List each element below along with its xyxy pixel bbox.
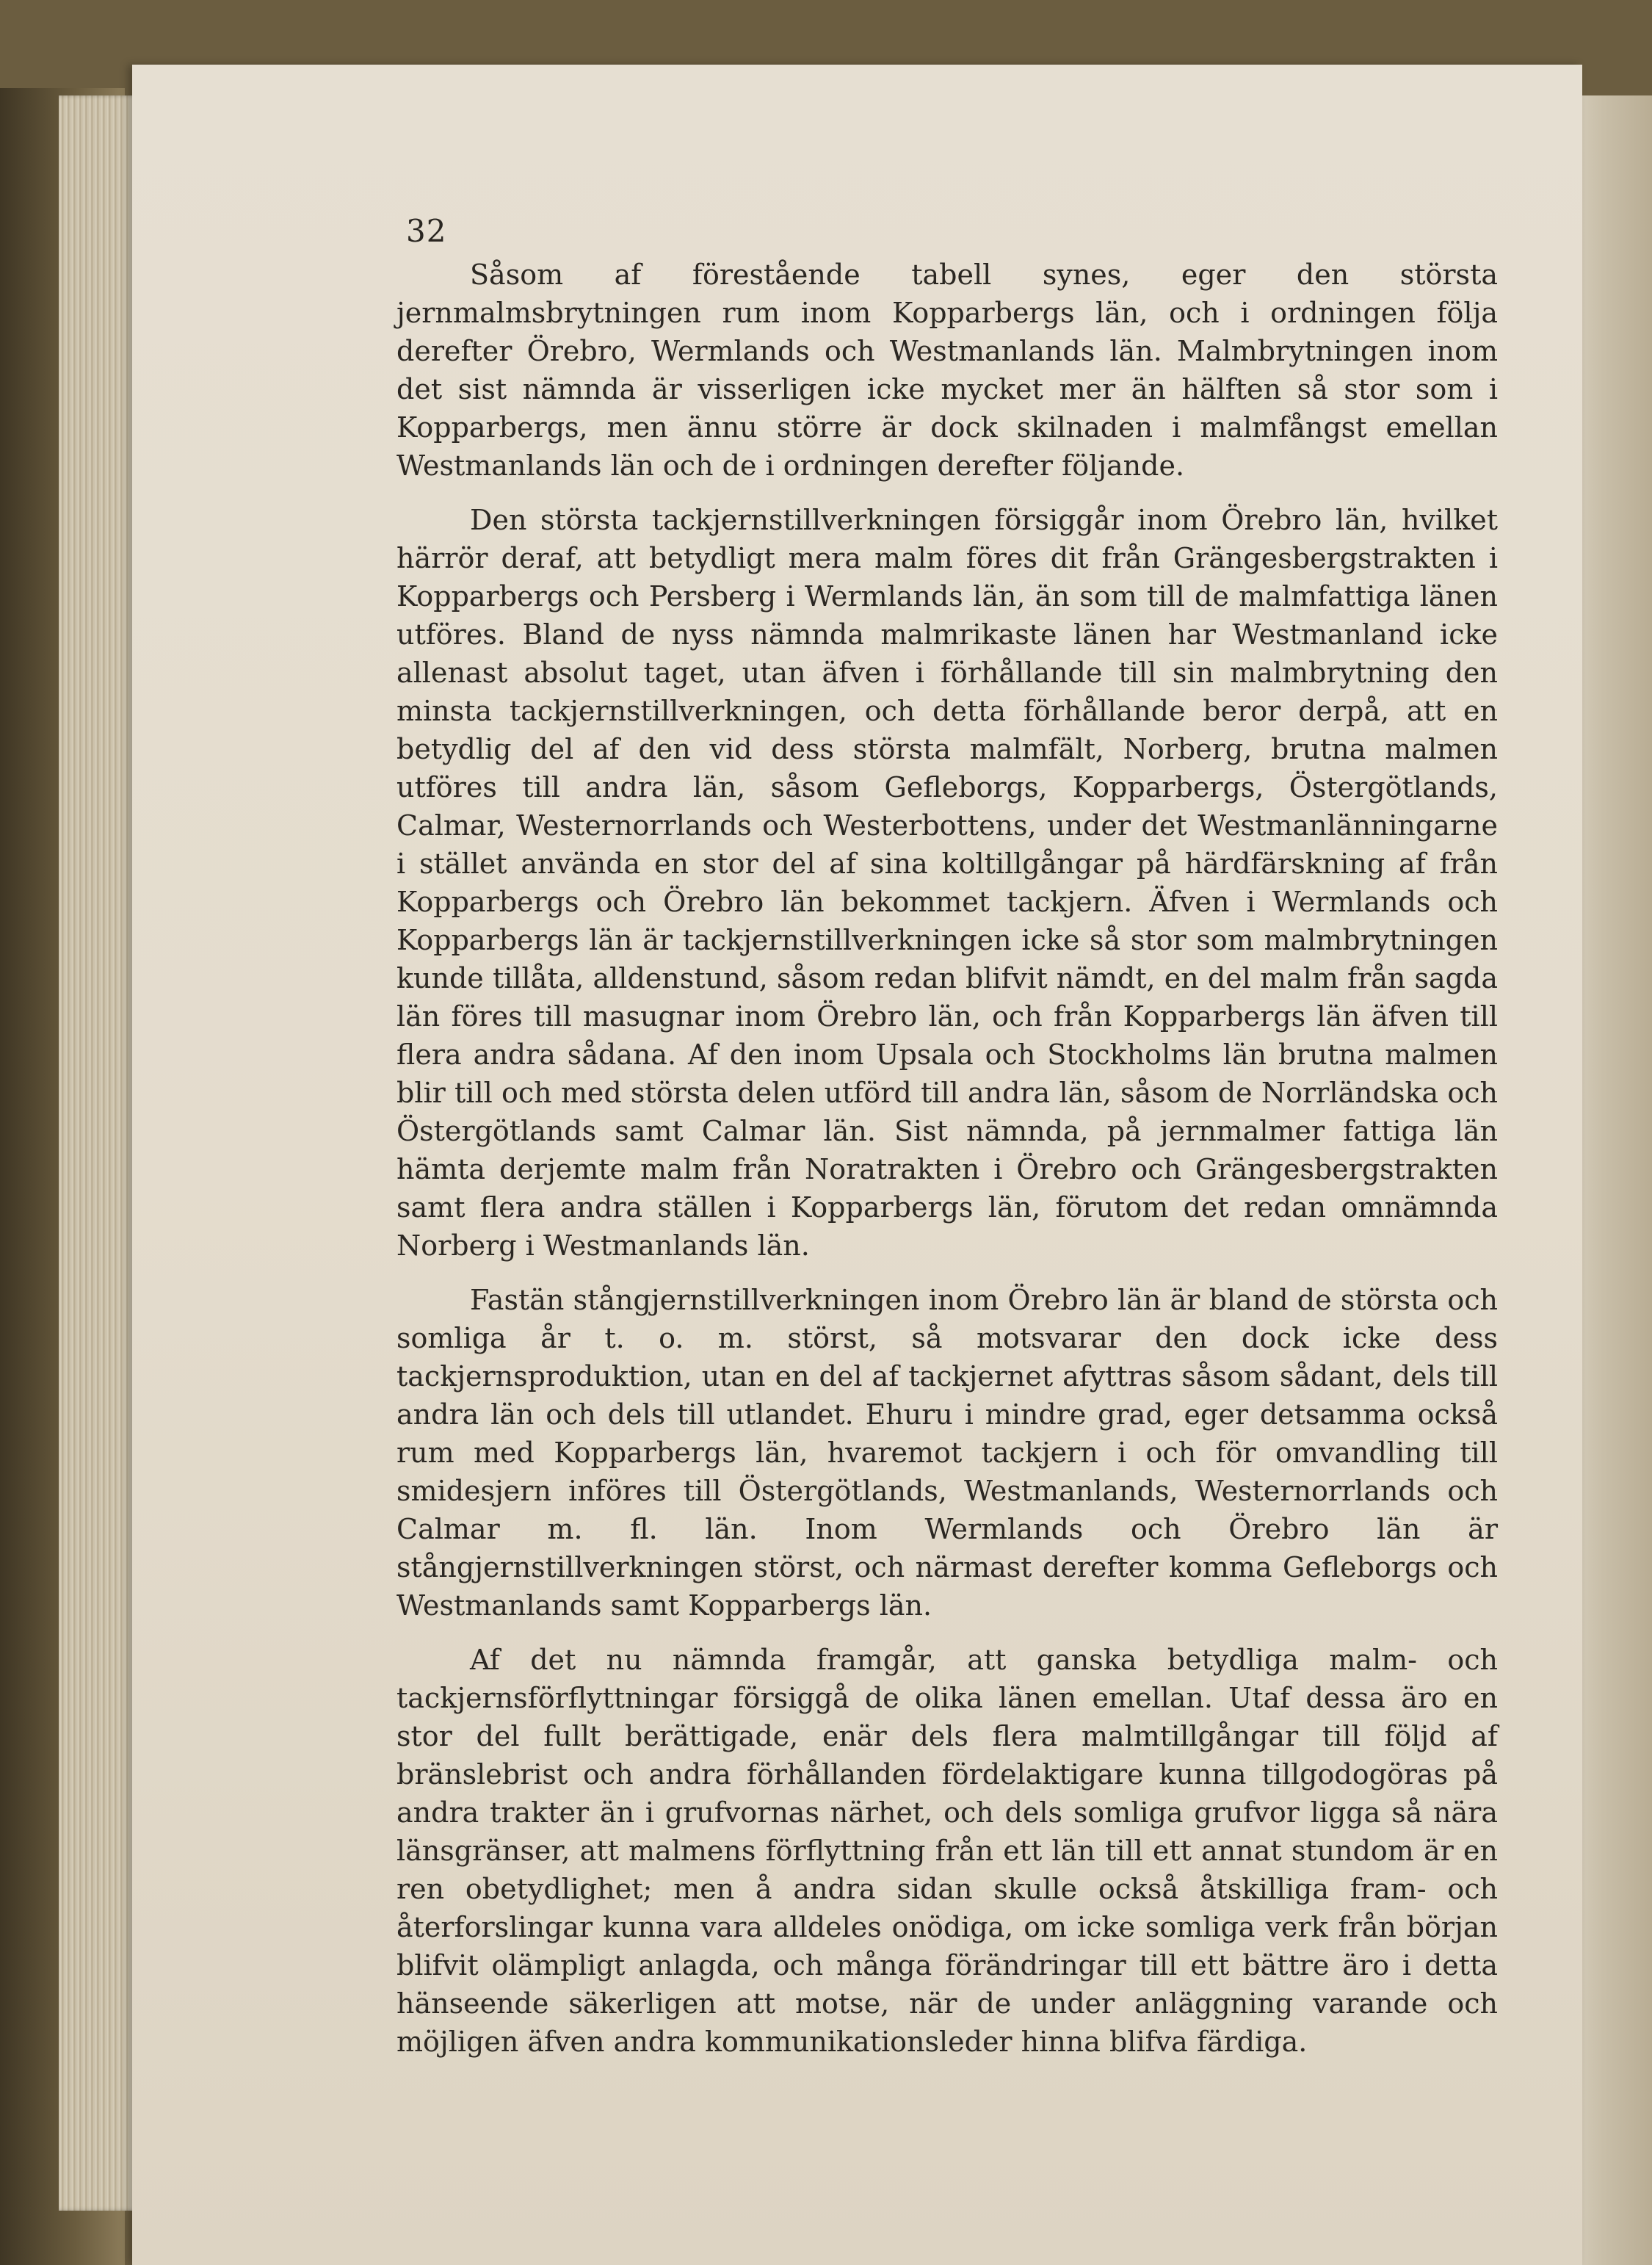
next-page-edge	[1571, 95, 1652, 2265]
body-text	[396, 256, 1498, 2061]
paragraph-2: Den största tackjernstillverkningen försiggår inom Örebro län, hvilket härrör deraf, att betydligt mera malm föres dit från Grängesbergstrakten i Kopparbergs och Persberg i Wermlands län, än som till de malmfattiga länen utföres. Bland de nyss nämnda malmrikaste länen har Westmanland icke allenast absolut taget, utan äfven i förhållande till sin malmbrytning den minsta tackjernstillverkningen, och detta förhållande beror derpå, att en betydlig del af den vid dess största malmfält, Norberg, brutna malmen utföres till andra län, såsom Gefleborgs, Kopparbergs, Östergötlands, Calmar, Westernorrlands och Westerbottens, under det Westmanlänningarne i stället använda en stor del af sina koltillgångar på härdfärskning af från Kopparbergs och Örebro län bekommet tackjern. Äfven i Wermlands och Kopparbergs län är tackjernstillverkningen icke så stor som malmbrytningen kunde tillåta, alldenstund, såsom redan blifvit nämdt, en del malm från sagda län föres till masugnar inom Örebro län, och från Kopparbergs län äfven till flera andra sådana. Af den inom Upsala och Stockholms län brutna malmen blir till och med största delen utförd till andra län, såsom de Norrländska och Östergötlands samt Calmar län. Sist nämnda, på jernmalmer fattiga län hämta derjemte malm från Noratrakten i Örebro och Grängesbergstrakten samt flera andra ställen i Kopparbergs län, förutom det redan omnämnda Norberg i Westmanlands län.	[396, 504, 1498, 1262]
paragraph-1: Såsom af förestående tabell synes, eger den största jernmalmsbrytningen rum inom Kopparbergs län, och i ordningen följa derefter Örebro, Wermlands och Westmanlands län. Malmbrytningen inom det sist nämnda är visserligen icke mycket mer än hälften så stor som i Kopparbergs, men ännu större är dock skilnaden i malmfångst emellan Westmanlands län och de i ordningen derefter följande.	[396, 259, 1498, 482]
paragraph-3: Fastän stångjernstillverkningen inom Örebro län är bland de största och somliga år t. o. m. störst, så motsvarar den dock icke dess tackjernsproduktion, utan en del af tackjernet afyttras såsom sådant, dels till andra län och dels till utlandet. Ehuru i mindre grad, eger detsamma också rum med Kopparbergs län, hvaremot tackjern i och för omvandling till smidesjern införes till Östergötlands, Westmanlands, Westernorrlands och Calmar m. fl. län. Inom Wermlands och Örebro län är stångjernstillverkningen störst, och närmast derefter komma Gefleborgs och Westmanlands samt Kopparbergs län.	[396, 1284, 1498, 1622]
paragraph-4: Af det nu nämnda framgår, att ganska betydliga malm- och tackjernsförflyttningar försiggå de olika länen emellan. Utaf dessa äro en stor del fullt berättigade, enär dels flera malmtillgångar till följd af bränslebrist och andra förhållanden fördelaktigare kunna tillgodogöras på andra trakter än i grufvornas närhet, och dels somliga grufvor ligga så nära länsgränser, att malmens förflyttning från ett län till ett annat stundom är en ren obetydlighet; men å andra sidan skulle också åtskilliga fram- och återforslingar kunna vara alldeles onödiga, om icke somliga verk från början blifvit olämpligt anlagda, och många förändringar till ett bättre äro i detta hänseende säkerligen att motse, när de under anläggning varande och möjligen äfven andra kommunikationsleder hinna blifva färdiga.	[396, 1644, 1498, 2058]
page-number: 32	[406, 213, 447, 249]
page-stack-edge	[59, 95, 140, 2211]
